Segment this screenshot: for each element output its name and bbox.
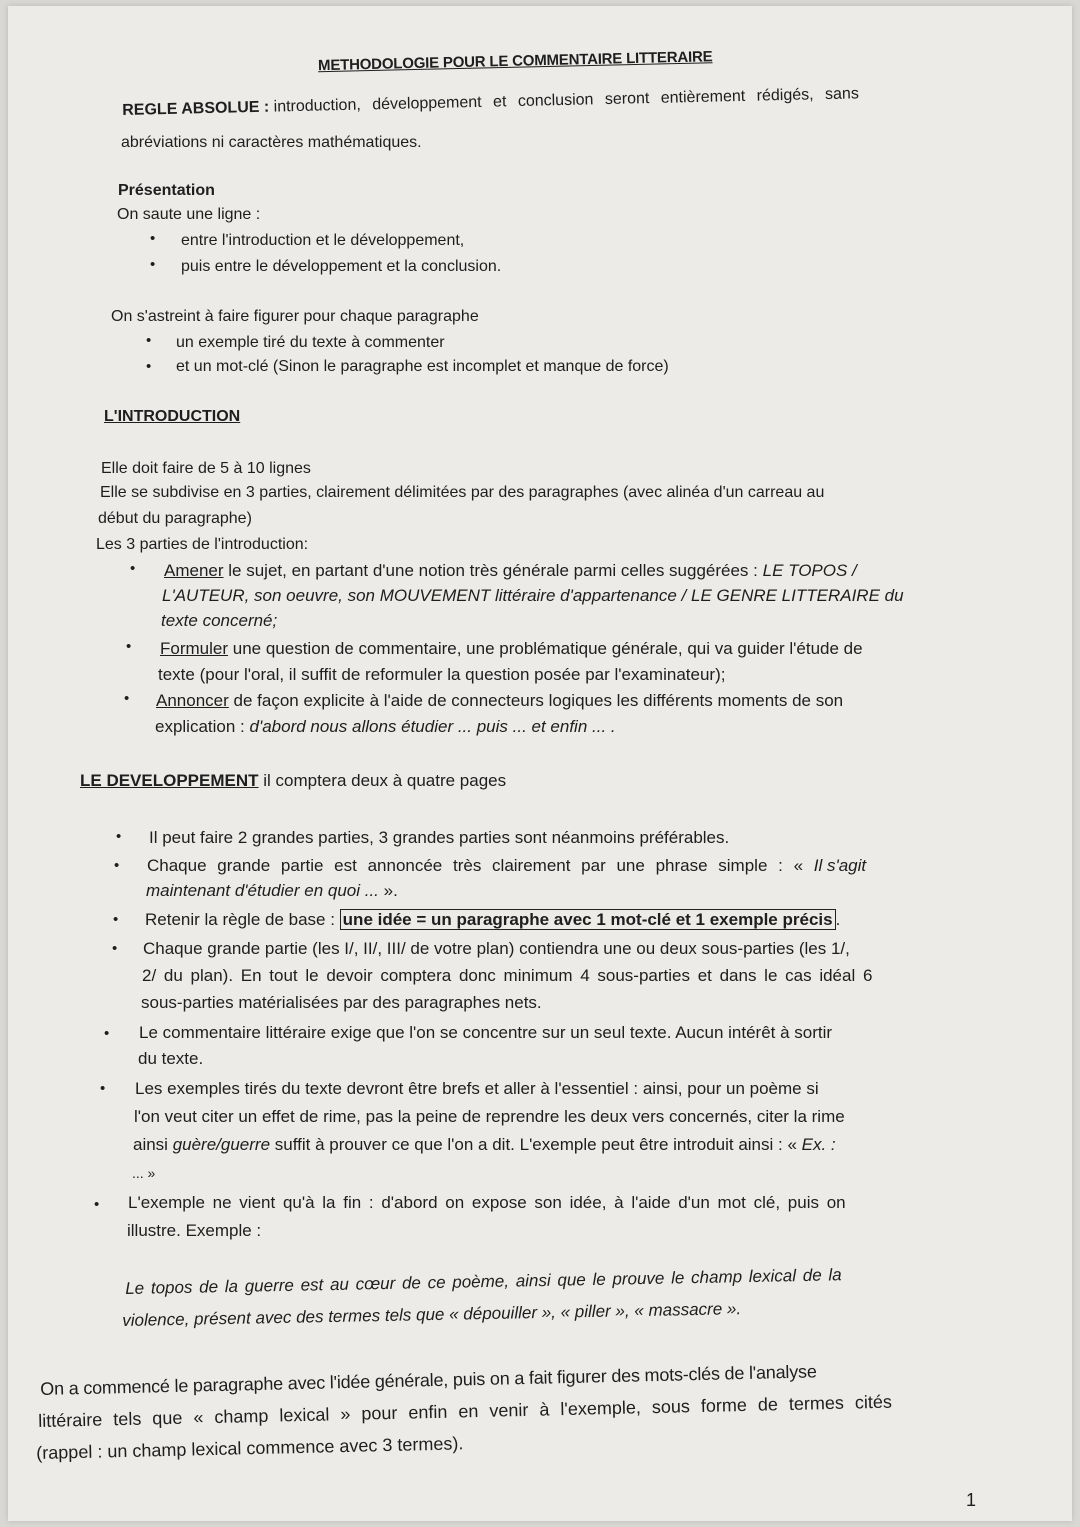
intro-line-1: Elle doit faire de 5 à 10 lignes xyxy=(101,460,311,477)
annoncer-keyword: Annoncer xyxy=(156,691,229,710)
presentation-item: puis entre le développement et la conclusion. xyxy=(181,258,502,275)
bullet-icon: • xyxy=(126,638,132,655)
bullet-icon: • xyxy=(116,828,122,845)
dev-bullet-3 xyxy=(145,907,840,933)
bullet-icon: • xyxy=(100,1080,106,1097)
regle-line-2: abréviations ni caractères mathématiques. xyxy=(121,134,422,151)
annoncer-text: de façon explicite à l'aide de connecteurs logiques les différents moments de son xyxy=(228,691,844,710)
formuler-text: une question de commentaire, une problématique générale, qui va guider l'étude de xyxy=(228,639,863,658)
dev-bullet-7-line-2: illustre. Exemple : xyxy=(127,1221,262,1240)
dev-bullet-2-text: Chaque grande partie est annoncée très clairement par une phrase simple : « xyxy=(147,856,814,875)
bullet-icon: • xyxy=(150,230,156,247)
bullet-icon: • xyxy=(146,358,152,375)
dev-bullet-6-text-b: suffit à prouver ce que l'on a dit. L'exemple peut être introduit ainsi : « xyxy=(270,1135,802,1154)
presentation-intro: On saute une ligne : xyxy=(117,206,261,223)
regle-label: REGLE ABSOLUE : xyxy=(122,98,270,119)
page-number: 1 xyxy=(966,1490,977,1510)
amener-text: le sujet, en partant d'une notion très générale parmi celles suggérées : xyxy=(223,561,763,580)
presentation-item: entre l'introduction et le développement, xyxy=(181,232,465,249)
dev-bullet-5-line-2: du texte. xyxy=(138,1049,204,1068)
dev-bullet-2-end: ». xyxy=(378,881,398,900)
dev-bullet-4-line-1: Chaque grande partie (les I/, II/, III/ de votre plan) contiendra une ou deux sous-parties (les 1/, xyxy=(143,939,850,958)
annoncer-line-1 xyxy=(156,688,843,714)
bullet-icon: • xyxy=(104,1025,110,1042)
example-line-2: violence, présent avec des termes tels que « dépouiller », « piller », « massacre ». xyxy=(122,1299,742,1330)
amener-line-2: L'AUTEUR, son oeuvre, son MOUVEMENT littéraire d'appartenance / LE GENRE LITTERAIRE du xyxy=(162,586,904,605)
annoncer-text-2: explication : xyxy=(155,717,250,736)
developpement-heading-tail: il comptera deux à quatre pages xyxy=(258,771,507,790)
dev-bullet-2-line-2 xyxy=(146,878,398,904)
dev-bullet-6-line-1: Les exemples tirés du texte devront être brefs et aller à l'essentiel : ainsi, pour un poème si xyxy=(135,1079,819,1098)
dev-bullet-4-line-3: sous-parties matérialisées par des paragraphes nets. xyxy=(141,993,542,1012)
astreint-item: et un mot-clé (Sinon le paragraphe est incomplet et manque de force) xyxy=(176,358,669,375)
formuler-line-2: texte (pour l'oral, il suffit de reformuler la question posée par l'examinateur); xyxy=(158,665,726,684)
annoncer-line-2 xyxy=(155,714,616,740)
dev-bullet-6-line-3 xyxy=(133,1132,836,1158)
developpement-heading: LE DEVELOPPEMENT xyxy=(80,771,259,790)
intro-line-2a: Elle se subdivise en 3 parties, clairement délimitées par des paragraphes (avec alinéa d'un carreau au xyxy=(100,484,825,501)
amener-line-1 xyxy=(164,558,857,584)
amener-line-3: texte concerné; xyxy=(161,611,278,630)
amener-ital-1: LE TOPOS / xyxy=(762,561,857,580)
intro-line-2b: début du paragraphe) xyxy=(98,510,252,527)
intro-line-3: Les 3 parties de l'introduction: xyxy=(96,536,309,553)
closing-line-1: On a commencé le paragraphe avec l'idée générale, puis on a fait figurer des mots-clés de l'analyse xyxy=(40,1361,817,1399)
amener-keyword: Amener xyxy=(164,561,224,580)
bullet-icon: • xyxy=(112,940,118,957)
dev-bullet-6-ex: Ex. : xyxy=(801,1135,836,1154)
closing-line-2: littéraire tels que « champ lexical » pour enfin en venir à l'exemple, sous forme de termes cités xyxy=(38,1391,893,1431)
dev-bullet-3-end: . xyxy=(835,910,841,929)
bullet-icon: • xyxy=(94,1196,100,1213)
rule-box: une idée = un paragraphe avec 1 mot-clé et 1 exemple précis xyxy=(340,909,836,930)
developpement-heading-line xyxy=(80,768,506,794)
bullet-icon: • xyxy=(113,911,119,928)
dev-bullet-2-ital: Il s'agit xyxy=(813,856,867,875)
dev-bullet-7-line-1: L'exemple ne vient qu'à la fin : d'abord on expose son idée, à l'aide d'un mot clé, puis on xyxy=(128,1193,846,1212)
bullet-icon: • xyxy=(150,256,156,273)
introduction-heading: L'INTRODUCTION xyxy=(104,408,241,425)
dev-bullet-5-line-1: Le commentaire littéraire exige que l'on se concentre sur un seul texte. Aucun intérêt à sortir xyxy=(139,1023,833,1042)
bullet-icon: • xyxy=(114,857,120,874)
dev-bullet-2-line-1 xyxy=(147,853,866,879)
bullet-icon: • xyxy=(124,690,130,707)
closing-line-3: (rappel : un champ lexical commence avec 3 termes). xyxy=(36,1433,464,1463)
bullet-icon: • xyxy=(130,560,136,577)
astreint-intro: On s'astreint à faire figurer pour chaque paragraphe xyxy=(111,308,479,325)
dev-bullet-6-ital: guère/guerre xyxy=(172,1135,271,1154)
page-title: METHODOLOGIE POUR LE COMMENTAIRE LITTERAIRE xyxy=(317,48,713,75)
dev-bullet-6-text-a: ainsi xyxy=(133,1135,173,1154)
dev-bullet-6-line-2: l'on veut citer un effet de rime, pas la peine de reprendre les deux vers concernés, citer la rime xyxy=(134,1107,845,1126)
formuler-line-1 xyxy=(160,636,863,662)
formuler-keyword: Formuler xyxy=(160,639,229,658)
dev-bullet-1: Il peut faire 2 grandes parties, 3 grandes parties sont néanmoins préférables. xyxy=(149,828,730,847)
astreint-item: un exemple tiré du texte à commenter xyxy=(176,334,445,351)
annoncer-ital: d'abord nous allons étudier ... puis ... et enfin ... . xyxy=(249,717,616,736)
dev-bullet-6-line-4: ... » xyxy=(132,1165,156,1181)
dev-bullet-2-ital-2: maintenant d'étudier en quoi ... xyxy=(146,881,379,900)
regle-text: introduction, développement et conclusion seront entièrement rédigés, sans xyxy=(273,85,860,116)
dev-bullet-4-line-2: 2/ du plan). En tout le devoir comptera donc minimum 4 sous-parties et dans le cas idéal 6 xyxy=(142,966,873,985)
dev-bullet-3-text: Retenir la règle de base : xyxy=(145,910,340,929)
example-line-1: Le topos de la guerre est au cœur de ce poème, ainsi que le prouve le champ lexical de la xyxy=(125,1265,842,1298)
bullet-icon: • xyxy=(146,332,152,349)
presentation-heading: Présentation xyxy=(118,182,215,199)
